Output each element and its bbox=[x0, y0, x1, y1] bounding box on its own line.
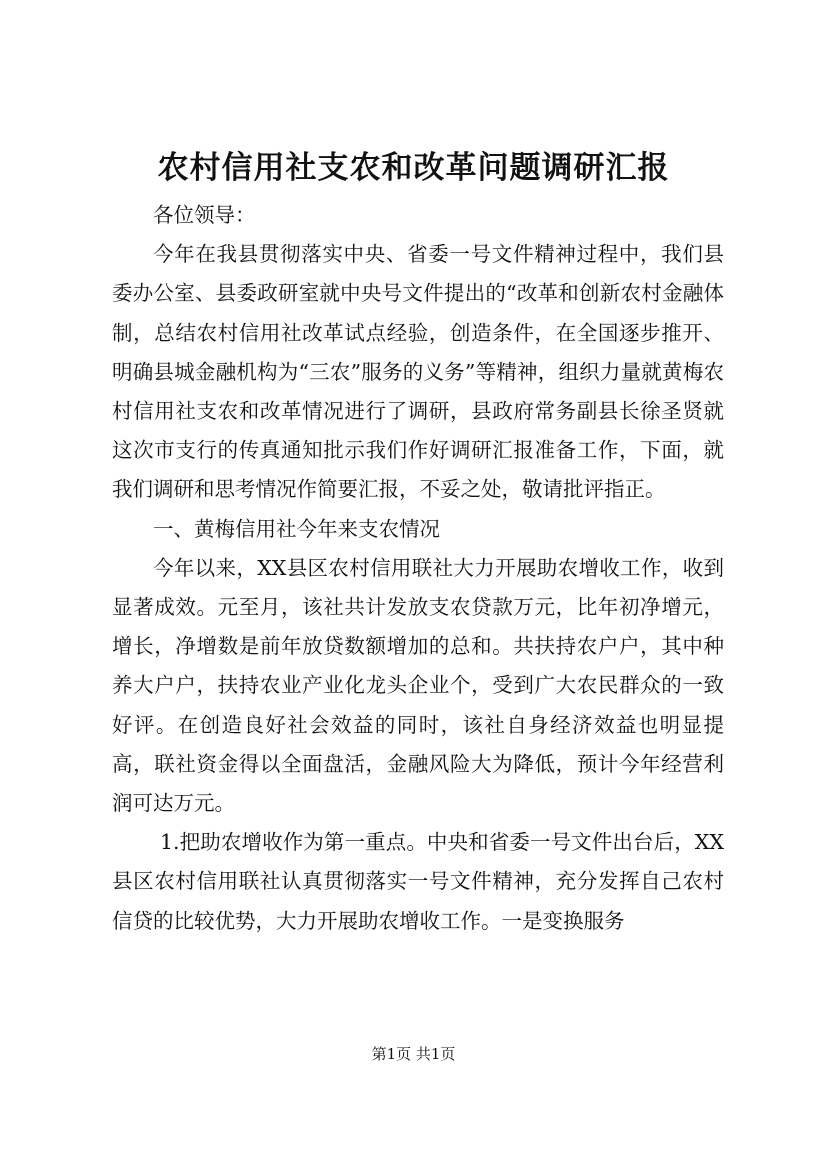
section-heading: 一、黄梅信用社今年来支农情况 bbox=[153, 516, 440, 541]
document-body bbox=[112, 196, 724, 941]
page-footer: 第1页 共1页 bbox=[371, 1045, 456, 1063]
paragraph-point-1: 1.把助农增收作为第一重点。中央和省委一号文件出台后，XX县区农村信用联社认真贯彻落实一号文件精神，充分发挥自己农村信贷的比较优势，大力开展助农增收工作。一是变换服务 bbox=[112, 830, 724, 933]
document-title: 农村信用社支农和改革问题调研汇报 bbox=[157, 150, 670, 186]
paragraph-intro: 今年在我县贯彻落实中央、省委一号文件精神过程中，我们县委办公室、县委政研室就中央号文件提出的“改革和创新农村金融体制，总结农村信用社改革试点经验，创造条件，在全国逐步推开、明确县城金融机构为“三农”服务的义务”等精神，组织力量就黄梅农村信用社支农和改革情况进行了调研，县政府常务副县长徐圣贤就这次市支行的传真通知批示我们作好调研汇报准备工作，下面，就我们调研和思考情况作简要汇报，不妥之处，敬请批评指正。 bbox=[112, 242, 724, 502]
salutation: 各位领导： bbox=[153, 203, 256, 227]
paragraph-support-summary: 今年以来，XX县区农村信用联社大力开展助农增收工作，收到显著成效。元至月，该社共计发放支农贷款万元，比年初净增元，增长，净增数是前年放贷数额增加的总和。共扶持农户户，其中种养大户户，扶持农业产业化龙头企业个，受到广大农民群众的一致好评。在创造良好社会效益的同时，该社自身经济效益也明显提高，联社资金得以全面盘活，金融风险大为降低，预计今年经营利润可达万元。 bbox=[112, 555, 724, 816]
